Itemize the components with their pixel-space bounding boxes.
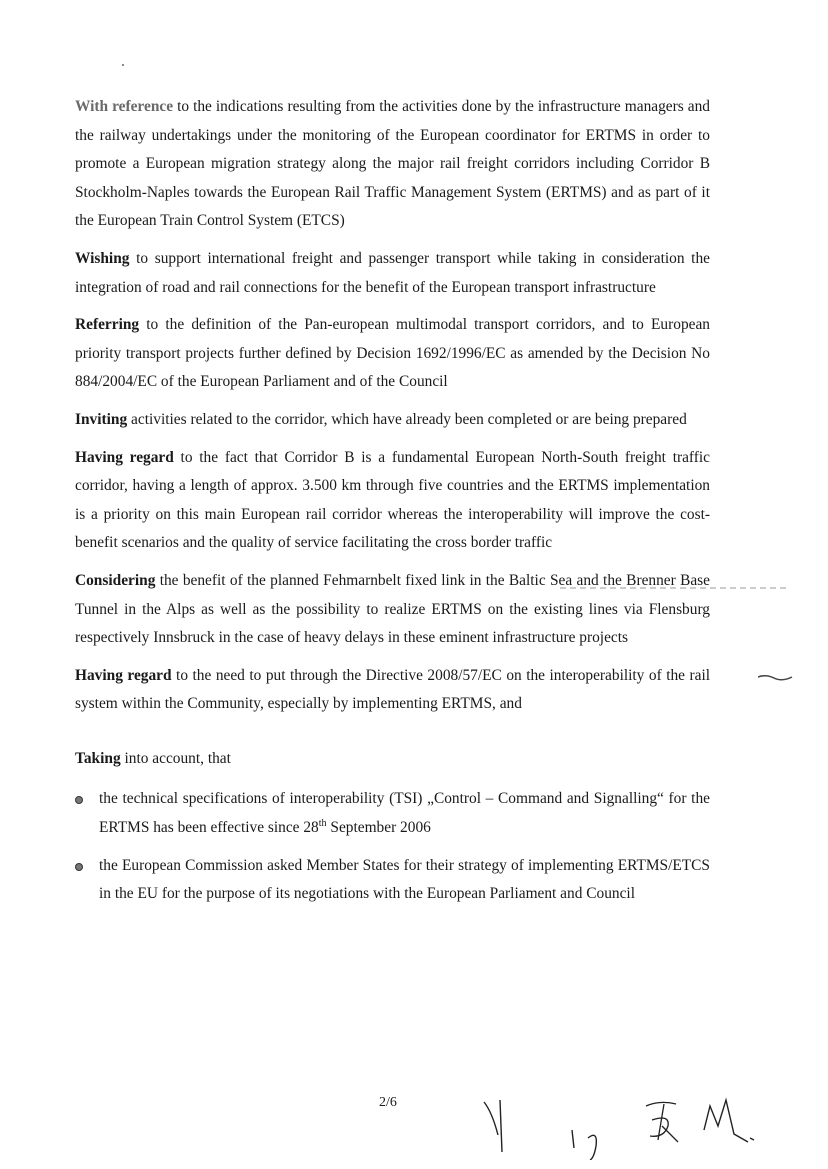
paragraph-text: activities related to the corridor, which have already been completed or are being prepared xyxy=(127,410,687,428)
document-body xyxy=(75,93,710,918)
paragraph-text: to the fact that Corridor B is a fundamental European North-South freight traffic corridor, having a length of approx. 3.500 km through five countries and the ERTMS implementation is a priority on this main European rail corridor whereas the interoperability will improve the cost-benefit scenarios and the quality of service facilitating the cross border traffic xyxy=(75,448,711,552)
paragraph-text: to the definition of the Pan-european multimodal transport corridors, and to European priority transport projects further defined by Decision 1692/1996/EC as amended by the Decision No 884/2004/EC of the European Parliament and of the Council xyxy=(75,316,710,391)
paragraph-wishing xyxy=(75,245,710,302)
section-spacer xyxy=(75,728,710,745)
page-number: 2/6 xyxy=(379,1095,397,1110)
paragraph-text: the benefit of the planned Fehmarnbelt fixed link in the Baltic Sea and the Brenner Base Tunnel in the Alps as well as the possibility to realize ERTMS on the existing lines via Flensburg respectively Innsbruck in the case of heavy delays in these eminent infrastructure projects xyxy=(75,571,710,647)
bullet-icon xyxy=(75,796,83,804)
bullet-text: the technical specifications of interoperability (TSI) „Control – Command and Signalling“ for the ERTMS has been effective since 28 xyxy=(99,790,710,837)
paragraph-inviting xyxy=(75,406,710,435)
scan-mark-right-scribble xyxy=(758,672,794,682)
bullet-icon xyxy=(75,863,83,871)
scan-mark-top xyxy=(120,62,126,68)
paragraph-lead: With reference xyxy=(75,98,174,115)
bullet-text-after: September 2006 xyxy=(326,819,431,837)
paragraph-text: to the need to put through the Directive 2008/57/EC on the interoperability of the rail system within the Community, especially by implementing ERTMS, and xyxy=(75,666,710,713)
paragraph-lead: Inviting xyxy=(75,410,128,428)
paragraph-with-reference xyxy=(75,93,710,236)
bullet-text: the European Commission asked Member States for their strategy of implementing ERTMS/ETCS in the EU for the purpose of its negotiations with the European Parliament and Council xyxy=(99,856,710,903)
paragraph-lead: Considering xyxy=(75,571,156,589)
paragraph-considering xyxy=(75,567,710,653)
paragraph-lead: Wishing xyxy=(75,249,130,267)
paragraph-lead: Having regard xyxy=(75,448,174,466)
paragraph-taking xyxy=(75,745,710,774)
bullet-list xyxy=(75,785,710,908)
paragraph-referring xyxy=(75,311,710,397)
list-item xyxy=(75,852,710,909)
list-item xyxy=(75,785,710,842)
handwritten-initials-signature xyxy=(478,1090,768,1160)
paragraph-text: to support international freight and passenger transport while taking in consideration the integration of road and rail connections for the benefit of the European transport infrastructure xyxy=(75,249,710,296)
paragraph-lead: Having regard xyxy=(75,666,172,684)
paragraph-having-regard-directive xyxy=(75,662,710,719)
paragraph-lead: Taking xyxy=(75,749,121,767)
paragraph-having-regard-corridor xyxy=(75,444,710,558)
paragraph-lead: Referring xyxy=(75,316,140,334)
paragraph-text: into account, that xyxy=(120,749,231,767)
paragraph-text: to the indications resulting from the activities done by the infrastructure managers and the railway undertakings under the monitoring of the European coordinator for ERTMS in order to promote a European migration strategy along the major rail freight corridors including Corridor B Stockholm-Naples towards the European Rail Traffic Management System (ERTMS) and as part of it the European Train Control System (ETCS) xyxy=(75,98,710,230)
bullet-superscript: th xyxy=(318,817,327,829)
